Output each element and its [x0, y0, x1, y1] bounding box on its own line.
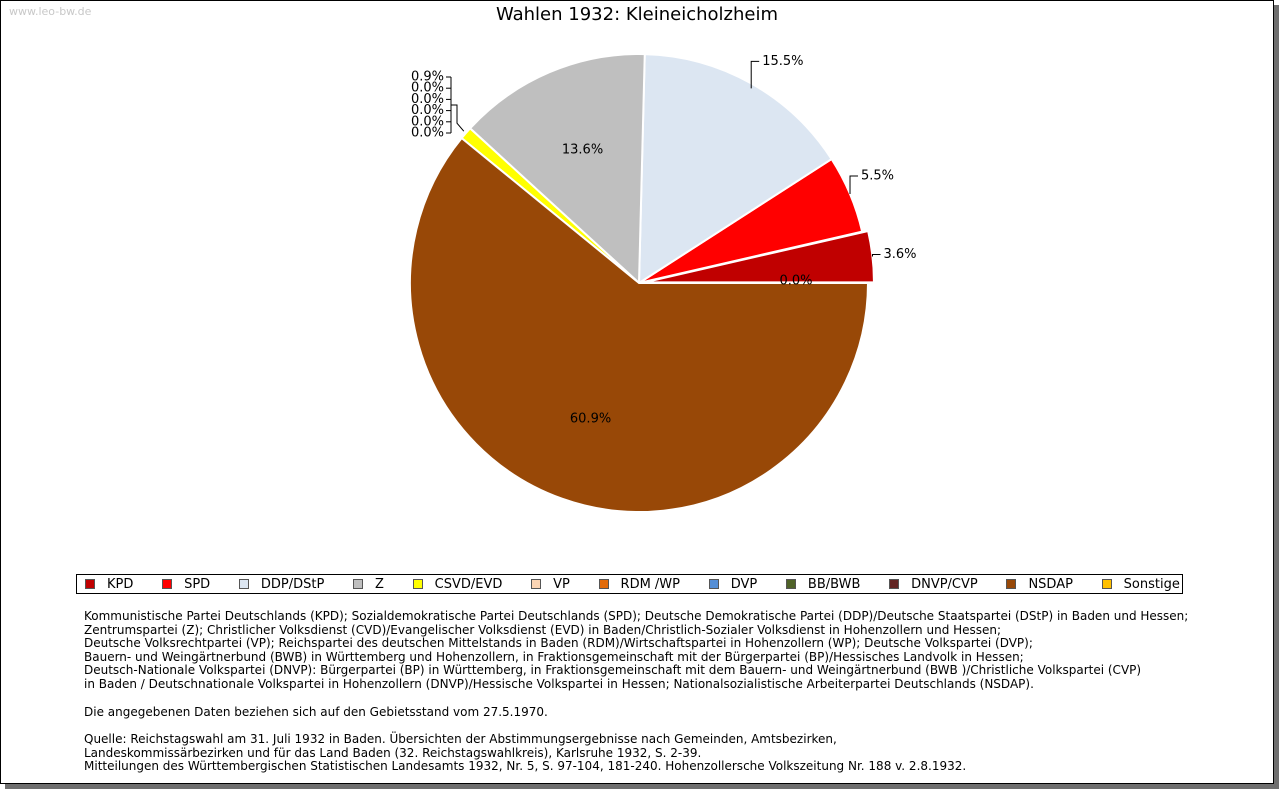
data-label: 5.5% — [861, 168, 895, 184]
legend-swatch — [889, 579, 899, 589]
legend-label: Sonstige — [1123, 576, 1180, 592]
legend-item-kpd — [85, 577, 133, 592]
notes — [84, 610, 1234, 774]
party-note-line: Zentrumspartei (Z); Christlicher Volksdienst (CVD)/Evangelischer Volksdienst (EVD) in Baden/Christlich-Sozialer Volksdienst in Hohenzollern und Hessen; — [84, 622, 1002, 637]
label-leader-line — [872, 254, 880, 256]
legend-swatch — [162, 579, 172, 589]
legend-swatch — [786, 579, 796, 589]
label-leader-line — [850, 176, 858, 194]
legend-label: NSDAP — [1028, 576, 1073, 592]
legend-swatch — [1102, 579, 1112, 589]
data-label: 13.6% — [561, 142, 604, 158]
legend-item-dnvp-cvp — [889, 577, 978, 592]
legend-item-rdm-wp — [599, 577, 680, 592]
source-note-line: Landeskommissärbezirken und für das Land Baden (32. Reichstagswahlkreis), Karlsruhe 1932, S. 2-39. — [84, 745, 702, 760]
data-label: 15.5% — [762, 53, 804, 69]
legend-swatch — [531, 579, 541, 589]
legend-label: Z — [375, 576, 384, 592]
legend-swatch — [413, 579, 423, 589]
legend-item-ddp-dstp — [239, 577, 324, 592]
legend-swatch — [239, 579, 249, 589]
party-note-line: Deutsch-Nationale Volkspartei (DNVP): Bürgerpartei (BP) in Württemberg, in Fraktionsgemeinschaft mit dem Bauern- und Weingärtnerbund (BWB )/Christliche Volkspartei (CVP) — [84, 663, 1142, 678]
legend-swatch — [599, 579, 609, 589]
legend-label: DNVP/CVP — [911, 576, 978, 592]
legend-swatch — [1006, 579, 1016, 589]
legend-label: BB/BWB — [807, 576, 861, 592]
chart-title: Wahlen 1932: Kleineicholzheim — [495, 4, 779, 25]
legend-label: VP — [553, 576, 570, 592]
party-note-line: in Baden / Deutschnationale Volkspartei in Hohenzollern (DNVP)/Hessische Volkspartei in Hessen; Nationalsozialistische Arbeiterpartei Deutschlands (NSDAP). — [84, 676, 1034, 691]
legend-item-dvp — [709, 577, 758, 592]
legend-item-vp — [531, 577, 570, 592]
legend-label: SPD — [184, 576, 211, 592]
data-label: 0.0% — [779, 273, 813, 289]
legend-label: RDM /WP — [620, 576, 680, 592]
legend-label: DVP — [730, 576, 758, 592]
data-label: 3.6% — [883, 246, 917, 262]
legend-item-z — [353, 577, 384, 592]
source-note-line: Quelle: Reichstagswahl am 31. Juli 1932 in Baden. Übersichten der Abstimmungsergebnisse nach Gemeinden, Amtsbezirken, — [84, 732, 837, 747]
party-note-line: Bauern- und Weingärtnerbund (BWB) in Württemberg und Hohenzollern, in Fraktionsgemeinschaft mit der Bürgerpartei (BP)/Hessisches Landvolk in Hessen; — [84, 649, 1024, 664]
legend-item-bb-bwb — [786, 577, 860, 592]
legend-swatch — [353, 579, 363, 589]
legend-item-sonstige — [1102, 577, 1180, 592]
data-label: 60.9% — [569, 411, 612, 427]
territory-note: Die angegebenen Daten beziehen sich auf den Gebietsstand vom 27.5.1970. — [84, 704, 548, 719]
source-note-line: Mitteilungen des Württembergischen Statistischen Landesamts 1932, Nr. 5, S. 97-104, 181-240. Hohenzollersche Volkszeitung Nr. 188 v. 2.8.1932. — [84, 759, 967, 774]
pie-chart — [1, 1, 1273, 561]
party-note-line: Deutsche Volksrechtpartei (VP); Reichspartei des deutschen Mittelstands in Baden (RDM)/Wirtschaftspartei in Hohenzollern (WP); Deutsche Volkspartei (DVP); — [84, 636, 1033, 651]
legend-label: CSVD/EVD — [434, 576, 503, 592]
legend-item-spd — [162, 577, 210, 592]
legend-swatch — [709, 579, 719, 589]
source-notes — [84, 733, 1234, 774]
data-label: 0.9% — [410, 69, 444, 85]
data-label: 0.0% — [410, 114, 444, 130]
party-note-line: Kommunistische Partei Deutschlands (KPD); Sozialdemokratische Partei Deutschlands (SPD); Deutsche Demokratische Partei (DDP)/Deutsche Staatspartei (DStP) in Baden und Hessen; — [84, 609, 1189, 623]
chart-legend — [76, 574, 1183, 594]
legend-label: KPD — [107, 576, 134, 592]
legend-item-csvd-evd — [413, 577, 503, 592]
data-label: 0.0% — [410, 103, 444, 119]
legend-swatch — [85, 579, 95, 589]
party-notes — [84, 610, 1234, 692]
legend-label: DDP/DStP — [260, 576, 325, 592]
data-label: 0.0% — [410, 91, 444, 107]
label-leader-line — [451, 105, 464, 131]
data-label: 0.0% — [410, 125, 444, 141]
watermark: www.leo-bw.de — [9, 5, 92, 18]
data-label: 0.0% — [410, 80, 444, 96]
legend-item-nsdap — [1006, 577, 1073, 592]
